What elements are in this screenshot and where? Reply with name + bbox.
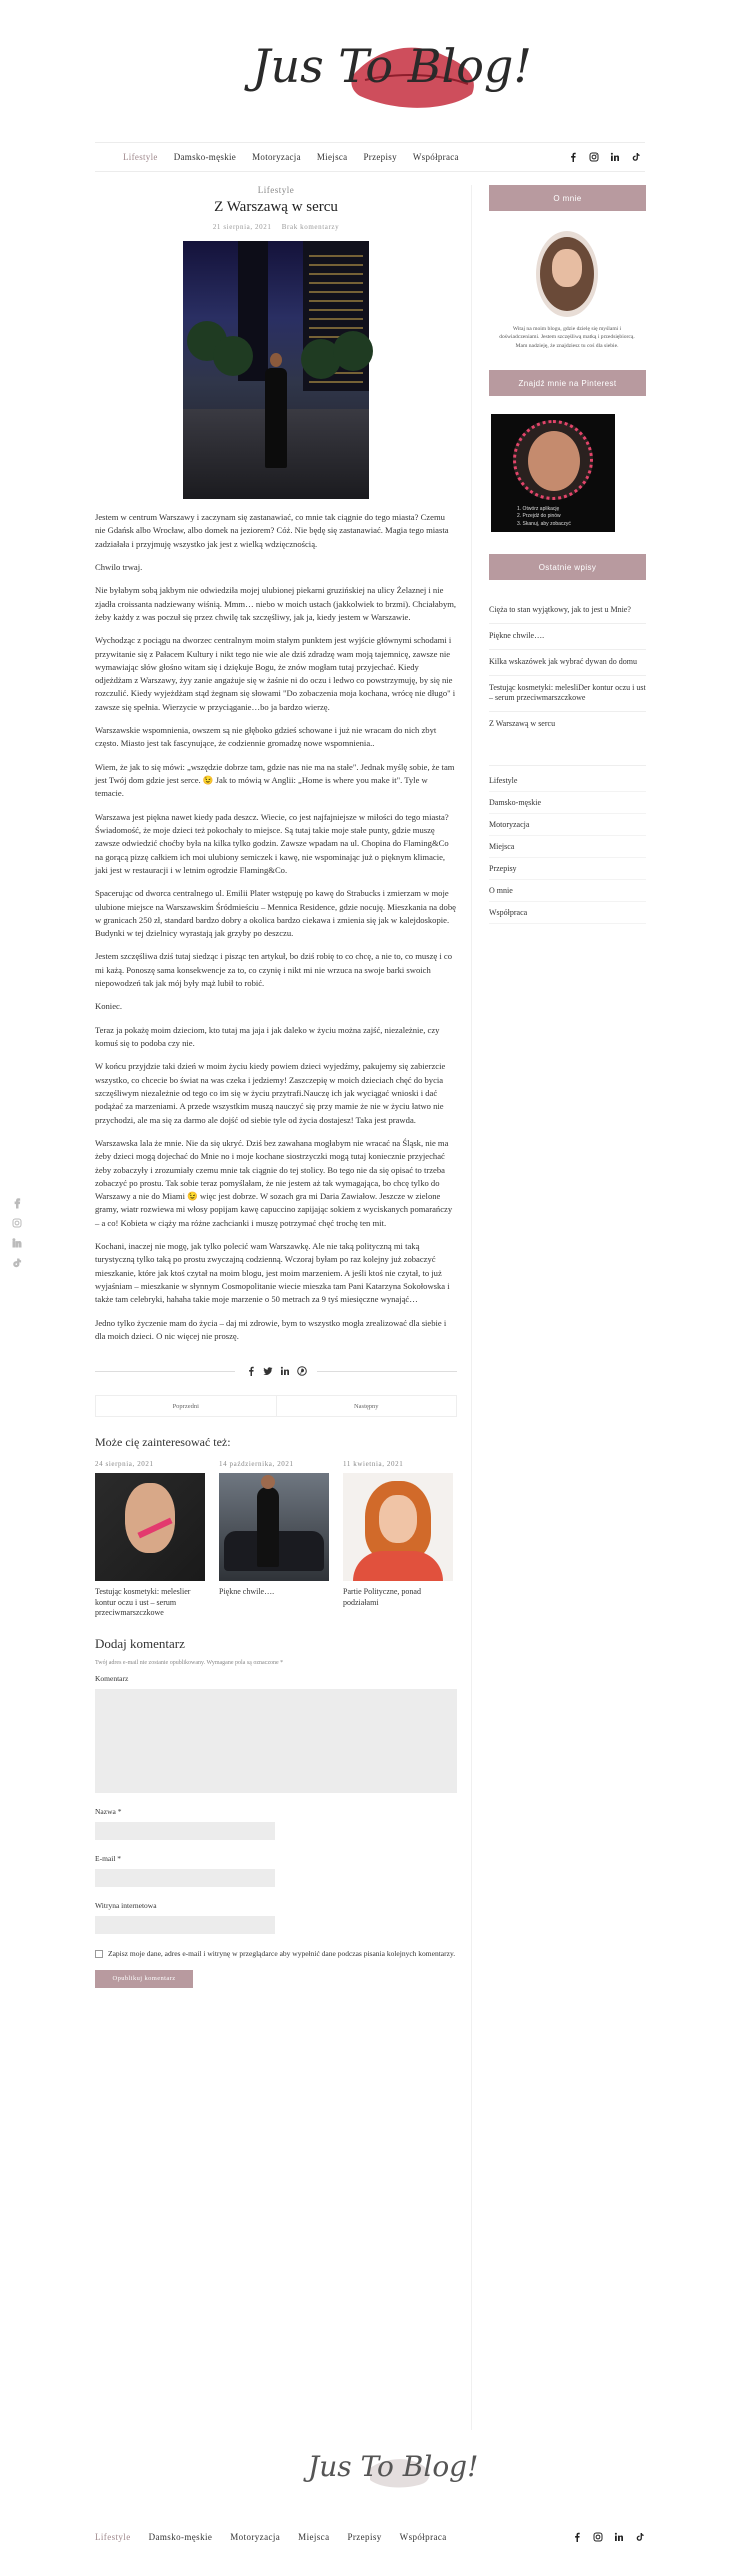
- post-title: Z Warszawą w sercu: [214, 199, 338, 215]
- nav-item-motoryzacja[interactable]: Motoryzacja: [252, 152, 301, 162]
- related-posts: [95, 1460, 457, 1618]
- post-paragraph: Wiem, że jak to się mówi: „wszędzie dobrze tam, gdzie nas nie ma na stałe". Jednak myślę sobie, że tam jest Twój dom gdzie jest serce. 😉 Jak to mówią w Anglii: „Home is where you make it". Tyle w temacie.: [95, 761, 455, 799]
- footer-item-przepisy[interactable]: Przepisy: [347, 2532, 382, 2542]
- post-paragraph: Warszawska lala że mnie. Nie da się ukryć. Dziś bez zawahana mogłabym nie wracać na Śląsk, nie ma żeby dzieci mogą dojechać do Mnie no i moje kochane siostrzyczki mogą tutaj koniecznie przyjechać żeby zobaczyły i zrozumiały czemu mnie tak ciągnie do tej stolicy. Bo tego nie da się opisać to trzeba zobaczyć po prostu. Tak sobie teraz pomyślałam, że nie jestem aż tak wymagająca, bo chcę tylko do Warszawy a nie do Miami 😉 więc jest dobrze. W sozach gra mi Daria Zawiałow. Jeszcze w zielone gramy, wiatr rozwiewa mi włosy popijam kawę capuccino zapijając sokiem z wyciskanych pomarańczy – a co! Kobieta w ciąży ma różne zachcianki i muszę potrzymać chęć trochę ten mit.: [95, 1137, 453, 1228]
- category-link[interactable]: Współpraca: [489, 902, 646, 924]
- related-post[interactable]: [343, 1460, 453, 1618]
- post-paragraph: Jedno tylko życzenie mam do życia – daj mi zdrowie, bym to wszystko mogła zrealizować dla siebie i dla moich dzieci. O nic więcej nie proszę.: [95, 1317, 447, 1341]
- name-label: Nazwa *: [95, 1807, 122, 1817]
- pinterest-line: 3. Skanuj, aby zobaczyć: [517, 520, 571, 527]
- nav-item-damsko-meskie[interactable]: Damsko-męskie: [173, 152, 237, 162]
- linkedin-icon[interactable]: [12, 1238, 22, 1248]
- post-paragraph: Kochani, inaczej nie mogę, jak tylko polecić wam Warszawkę. Ale nie taką polityczną mi taką turystyczną tylko taką po prostu zwyczajną codzienną. Wczoraj byłam po raz kolejny już zobaczyć mieszkanie, które jak ktoś czytał na moim blogu, jest moim marzeniem. A jeśli ktoś nie czytał, to już wyjaśniam – mieszkanie w słynnym Cosmopolitanie wiecie mieszka tam Pani Katarzyna Sokołowska i także tam celebryki, hahaha takie moje marzenie o 50 metrach za 9 tyś miesięczne wynająć…: [95, 1241, 450, 1305]
- recent-post-link[interactable]: Testując kosmetyki: melesliDer kontur oczu i ust – serum przeciwmarszczkowe: [489, 676, 646, 713]
- instagram-icon[interactable]: [593, 2532, 603, 2542]
- floating-socials: [12, 1198, 22, 1268]
- post-paragraph: Wychodząc z pociągu na dworzec centralnym moim stałym punktem jest wyjście głównymi schodami i przywitanie się z Pałacem Kultury i nikt tego nie wie ale dziś zdradzę wam moją tajemnicę, zawsze nie wymawiając słów głośno witam się i dziękuje Bogu, że znów mogłam tutaj przyjechać. Kiedy odjeżdżam z Warszawy, żyy zanie angażuje się w żaśnie ni do oczu i ledwo co powstrzymuję, by się nie rozczulić. Kiedy wyjeżdżam stąd żegnam się słowami "Do zobaczenia moja kochana, wrócę nie długo" i zawsze się spełnia. Wierzycie w przyciąganie…bo ja bardzo wierzę.: [95, 635, 456, 712]
- article: [95, 185, 457, 1988]
- related-post-date: 11 kwietnia, 2021: [343, 1460, 404, 1469]
- related-post-date: 24 sierpnia, 2021: [95, 1460, 154, 1469]
- name-input[interactable]: [95, 1822, 275, 1840]
- related-post-image[interactable]: [343, 1473, 453, 1581]
- main-nav: [95, 142, 645, 172]
- post-category[interactable]: Lifestyle: [257, 185, 295, 195]
- post-paragraph: Jestem szczęśliwa dziś tutaj siedząc i pisząc ten artykuł, bo dziś robię to co chcę, a nie to, co muszę i co mi każą. Ponoszę sama konsekwencje za to, co czynię i nikt mi nie wrzuca na swoje barki swoich niepowodzeń tak jak mój były mąż lubił to robić.: [95, 951, 452, 989]
- linkedin-icon[interactable]: [610, 152, 620, 162]
- footer-socials: [572, 2532, 645, 2542]
- footer-logo[interactable]: [0, 2442, 740, 2492]
- related-post-image[interactable]: [95, 1473, 205, 1581]
- pinterest-line: 1. Otwórz aplikację: [517, 506, 560, 513]
- category-link[interactable]: Damsko-męskie: [489, 792, 646, 814]
- footer-item-wspolpraca[interactable]: Współpraca: [399, 2532, 447, 2542]
- recent-post-link[interactable]: Kilka wskazówek jak wybrać dywan do domu: [489, 650, 646, 676]
- next-post-button[interactable]: Następny: [353, 1402, 379, 1410]
- post-paragraph: Koniec.: [95, 1001, 122, 1012]
- related-post-title[interactable]: Piękne chwile….: [219, 1587, 275, 1597]
- instagram-icon[interactable]: [589, 152, 599, 162]
- recent-heading: Ostatnie wpisy: [489, 554, 646, 580]
- website-label: Witryna internetowa: [95, 1901, 157, 1911]
- twitter-icon[interactable]: [263, 1366, 273, 1376]
- post-paragraph: Nie byłabym sobą jakbym nie odwiedziła mojej ulubionej piekarni gruzińskiej na ulicy Żelaznej i nie zjadła croissanta nadziewany wiśnią. Mmm… niebo w moich ustach (jakkolwiek to brzmi). Chciałabym, żeby każdy z was poczuł się przez chwilę tak szczęśliwy, jak ja, kiedy jestem w Warszawie.: [95, 585, 457, 622]
- footer-item-lifestyle[interactable]: Lifestyle: [95, 2532, 131, 2542]
- related-post-title[interactable]: Partie Polityczne, ponad podziałami: [343, 1587, 421, 1607]
- consent-label: Zapisz moje dane, adres e-mail i witrynę w przeglądarce aby wypełnić dane podczas pisania kolejnych komentarzy.: [108, 1949, 456, 1959]
- comment-label: Komentarz: [95, 1674, 129, 1684]
- consent-checkbox[interactable]: [95, 1950, 103, 1958]
- linkedin-icon[interactable]: [614, 2532, 624, 2542]
- post-body: [95, 511, 457, 1343]
- recent-post-link[interactable]: Z Warszawą w sercu: [489, 719, 556, 729]
- about-avatar: [536, 231, 598, 317]
- logo-text: Jus To Blog!: [252, 39, 532, 93]
- email-label: E-mail *: [95, 1854, 122, 1864]
- footer-nav: [95, 2526, 645, 2548]
- post-paragraph: Chwilo trwaj.: [95, 561, 143, 572]
- post-comments-link[interactable]: Brak komentarzy: [281, 223, 340, 231]
- related-post-image[interactable]: [219, 1473, 329, 1581]
- post-paragraph: W końcu przyjdzie taki dzień w moim życiu kiedy powiem dzieci wyjedźmy, pakujemy się zabierzcie wszystko, co chcecie bo świat na was czeka i jedziemy! Zaszczepię w moich dzieciach chęć do bycia szczęśliwym niezależnie od tego co im się w życiu przytrafi.Nauczę ich jak wyciągać wnioski i dać podążać za marzeniami. A przede wszystkim muszą nauczyć się przy mamie że nie w życiu łatwo nie przychodzi, ale ma się za darmo ale dojść od siebie tyle od życia dostajesz! Taka jest prawda.: [95, 1061, 446, 1125]
- about-text: Witaj na moim blogu, gdzie dzielę się myślami i doświadczeniami. Jestem szczęśliwą matką i przedsiębiorcą. Mam nadzieję, że znajdziesz tu coś dla siebie.: [499, 326, 635, 349]
- post-paragraph: Warszawskie wspomnienia, owszem są nie głęboko gdzieś schowane i już nie wracam do nich zbyt często. Miasto jest tak fascynujące, że codziennie gromadzę nowe wspomnienia..: [95, 725, 437, 749]
- hero-image: [183, 241, 369, 499]
- site-logo[interactable]: [0, 10, 740, 125]
- related-post[interactable]: [95, 1460, 205, 1618]
- footer-item-miejsca[interactable]: Miejsca: [298, 2532, 330, 2542]
- category-link[interactable]: Miejsca: [489, 836, 646, 858]
- linkedin-icon[interactable]: [280, 1366, 290, 1376]
- nav-socials: [568, 152, 641, 162]
- tiktok-icon[interactable]: [631, 152, 641, 162]
- nav-item-lifestyle[interactable]: Lifestyle: [123, 152, 158, 162]
- related-heading: Może cię zainteresować też:: [95, 1435, 231, 1450]
- tiktok-icon[interactable]: [635, 2532, 645, 2542]
- sidebar: [471, 185, 645, 2430]
- category-link[interactable]: O mnie: [489, 880, 646, 902]
- post-paragraph: Jestem w centrum Warszawy i zaczynam się zastanawiać, co mnie tak ciągnie do tego miasta? Czemu nie Gdańsk albo Wrocław, albo domek na jeziorem? Cóż. Nie będę się zastanawiać. Magia tego miasta zadziałała i przyjmuję wszystko jak jest z wielką wdzięcznością.: [95, 512, 449, 549]
- post-paragraph: Spacerując od dworca centralnego ul. Emilii Plater wstępuję po kawę do Strabucks i zmierzam w moje ulubione miejsce na Warszawskim Śródmieściu – Mennica Residence, gdzie nocuję. Mieszkania na dobę w granicach 250 zł, standard bardzo dobry a okolica bardzo ciekawa i zmienia się jak w kalejdoskopie. Budynki w tej dzielnicy wyrastają jak grzyby po deszczu.: [95, 888, 456, 939]
- post-paragraph: Warszawa jest piękna nawet kiedy pada deszcz. Wiecie, co jest najfajniejsze w miłości do tego miasta? Świadomość, że moje dzieci też pokochały to miejsce. Są tutaj takie moje stałe punty, gdzie muszę zawsze odwiedzić choćby była na kilka tylko godzin. Zawsze wpadam na ul. Chopina do Flaming&Co na gorącą pizzę całkiem ich moi ulubiony semiczek i kawę, nie wspominając już o pięknym klimacie, jaki jest w restauracji i w letnim ogrodzie Flaming&Co.: [95, 811, 449, 875]
- footer-item-damsko-meskie[interactable]: Damsko-męskie: [148, 2532, 213, 2542]
- category-link[interactable]: Motoryzacja: [489, 814, 646, 836]
- related-post[interactable]: [219, 1460, 329, 1618]
- comment-form-note: Twój adres e-mail nie zostanie opublikowany. Wymagane pola są oznaczone *: [95, 1660, 284, 1667]
- categories-list: [489, 765, 646, 924]
- post-pagination: [95, 1395, 457, 1417]
- related-post-title[interactable]: Testując kosmetyki: meleslier kontur oczu i ust – serum przeciwmarszczkowe: [95, 1587, 191, 1618]
- pinterest-code-image[interactable]: [491, 414, 615, 532]
- about-heading: O mnie: [489, 185, 646, 211]
- category-link[interactable]: Lifestyle: [489, 770, 646, 792]
- pinterest-line: 2. Przejdź do pinów: [517, 513, 561, 520]
- prev-post-button[interactable]: Poprzedni: [96, 1396, 277, 1416]
- comment-form-heading: Dodaj komentarz: [95, 1636, 185, 1652]
- tiktok-icon[interactable]: [12, 1258, 22, 1268]
- email-input[interactable]: [95, 1869, 275, 1887]
- recent-post-link[interactable]: Cięża to stan wyjątkowy, jak to jest u Mnie?: [489, 598, 646, 624]
- facebook-icon[interactable]: [12, 1198, 22, 1208]
- category-link[interactable]: Przepisy: [489, 858, 646, 880]
- footer-logo-text: Jus To Blog!: [308, 2450, 479, 2483]
- website-input[interactable]: [95, 1916, 275, 1934]
- submit-comment-button[interactable]: Opublikuj komentarz: [95, 1970, 193, 1988]
- nav-item-miejsca[interactable]: Miejsca: [316, 152, 348, 162]
- post-paragraph: Teraz ja pokażę moim dzieciom, kto tutaj ma jaja i jak daleko w życiu można zajść, niezależnie, czy komuś się to podoba czy nie.: [95, 1024, 440, 1048]
- nav-item-wspolpraca[interactable]: Współpraca: [412, 152, 459, 162]
- post-date: 21 sierpnia, 2021: [212, 223, 272, 231]
- recent-posts-list: [489, 598, 645, 737]
- recent-post-link[interactable]: Piękne chwile….: [489, 624, 646, 650]
- related-post-date: 14 października, 2021: [219, 1460, 294, 1469]
- comment-textarea[interactable]: [95, 1689, 457, 1793]
- pinterest-heading: Znajdź mnie na Pinterest: [489, 370, 646, 396]
- footer-item-motoryzacja[interactable]: Motoryzacja: [230, 2532, 281, 2542]
- facebook-icon[interactable]: [246, 1366, 256, 1376]
- instagram-icon[interactable]: [12, 1218, 22, 1228]
- share-bar: [95, 1359, 457, 1383]
- facebook-icon[interactable]: [568, 152, 578, 162]
- facebook-icon[interactable]: [572, 2532, 582, 2542]
- pinterest-icon[interactable]: [297, 1366, 307, 1376]
- consent-row: [95, 1948, 457, 1959]
- post-meta: [95, 223, 457, 231]
- nav-item-przepisy[interactable]: Przepisy: [363, 152, 397, 162]
